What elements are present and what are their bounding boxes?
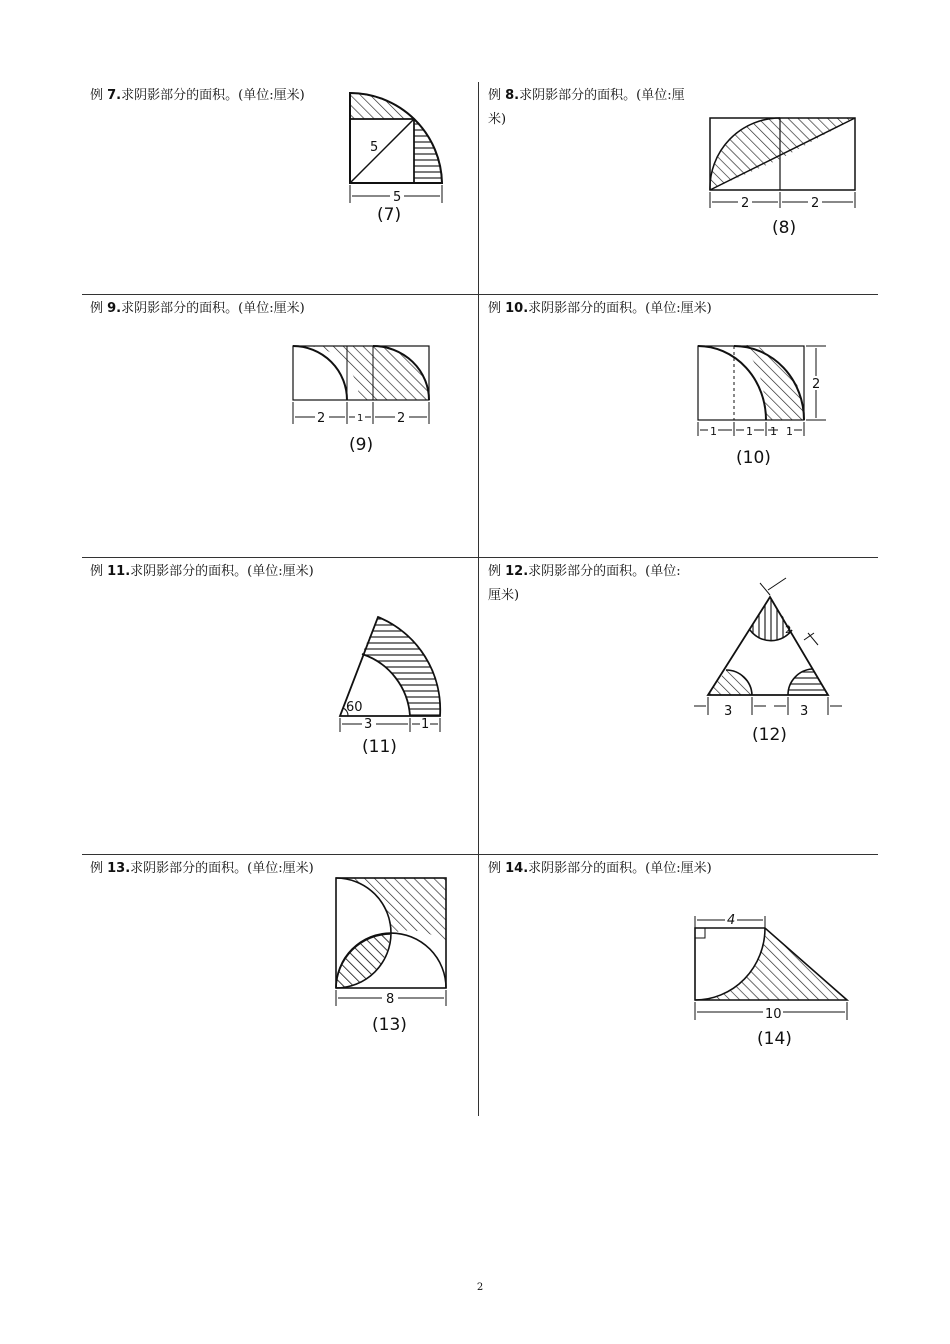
figure-12 <box>690 585 850 750</box>
figure-13 <box>328 872 458 1037</box>
dim-9-left: 2 <box>317 411 326 426</box>
caption-9: (9) <box>349 435 374 455</box>
example-10-text: 例 10.求阴影部分的面积。(单位:厘米) <box>488 301 712 316</box>
example-9-text: 例 9.求阴影部分的面积。(单位:厘米) <box>90 301 305 316</box>
example-13-text: 例 13.求阴影部分的面积。(单位:厘米) <box>90 861 314 876</box>
example-14-text: 例 14.求阴影部分的面积。(单位:厘米) <box>488 861 712 876</box>
row-divider-3 <box>82 854 878 855</box>
dim-12-left: 3 <box>724 704 733 719</box>
example-7-text: 例 7.求阴影部分的面积。(单位:厘米) <box>90 88 305 103</box>
figure-8 <box>700 110 865 240</box>
dim-10-a: 1 <box>710 425 717 438</box>
row-divider-1 <box>82 294 878 295</box>
example-8-text: 例 8.求阴影部分的面积。(单位:厘 米) <box>488 88 685 127</box>
dim-10-height: 2 <box>812 377 821 392</box>
dim-10-b: 1 <box>746 425 753 438</box>
dim-14-top: 4 <box>727 913 736 928</box>
caption-11: (11) <box>362 737 397 757</box>
dim-9-right: 2 <box>397 411 406 426</box>
dim-7-base: 5 <box>393 190 402 205</box>
dim-11-angle: 60 <box>346 700 363 715</box>
row-divider-2 <box>82 557 878 558</box>
figure-10 <box>690 338 840 473</box>
dim-12-side: 2 <box>785 625 792 636</box>
figure-14 <box>685 906 860 1051</box>
dim-14-base: 10 <box>765 1007 782 1022</box>
dim-8-right: 2 <box>811 196 820 211</box>
dim-8-left: 2 <box>741 196 750 211</box>
figure-11 <box>330 610 455 760</box>
figure-9 <box>285 338 440 458</box>
dim-13-side: 8 <box>386 992 395 1007</box>
dim-11-radius: 3 <box>364 717 373 732</box>
dim-7-diag: 5 <box>370 140 379 155</box>
caption-12: (12) <box>752 725 787 745</box>
dim-9-mid: 1 <box>357 413 364 424</box>
example-11-text: 例 11.求阴影部分的面积。(单位:厘米) <box>90 564 314 579</box>
caption-8: (8) <box>772 218 797 238</box>
example-12-text: 例 12.求阴影部分的面积。(单位: 厘米) <box>488 564 681 603</box>
caption-13: (13) <box>372 1015 407 1035</box>
caption-10: (10) <box>736 448 771 468</box>
dim-10-c: 1 <box>770 425 777 438</box>
dim-11-width: 1 <box>421 717 430 732</box>
caption-7: (7) <box>377 205 402 225</box>
caption-14: (14) <box>757 1029 792 1049</box>
dim-10-d: 1 <box>786 425 793 438</box>
figure-7 <box>330 85 460 230</box>
dim-12-right: 3 <box>800 704 809 719</box>
column-divider <box>478 82 479 1116</box>
page-number: 2 <box>476 1282 484 1293</box>
